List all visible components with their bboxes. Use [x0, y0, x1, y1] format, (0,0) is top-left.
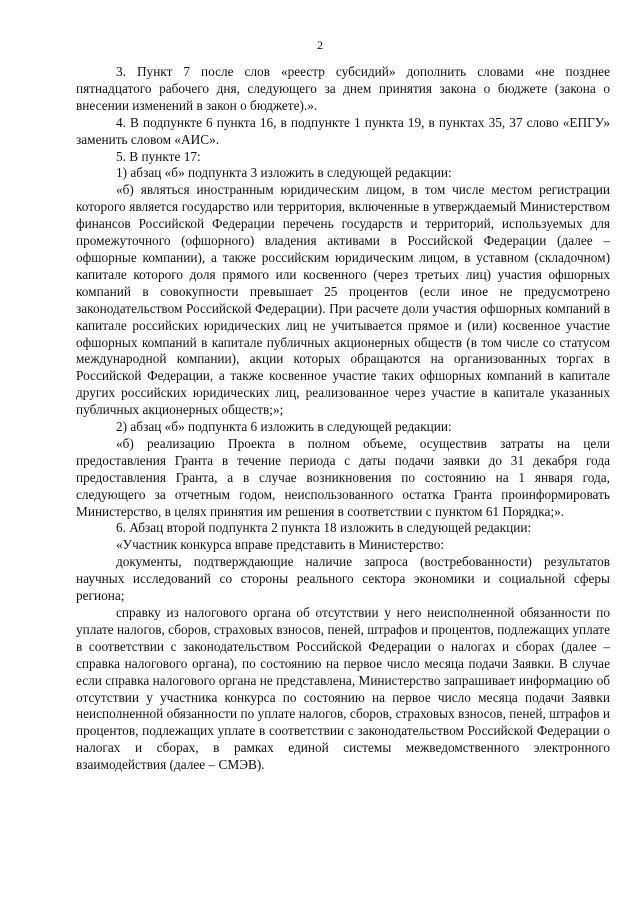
paragraph-quote-offshore: «б) являться иностранным юридическим лицом, в том числе местом регистрации которого является государство или территория, включенные в утверждаемый Министерством финансов Российской Федерации перечень государств и территорий, используемых для промежуточного (офшорного) владения активами в Российской Федерации (далее – офшорные компании), а также российским юридическим лицом, в уставном (складочном) капитале которого доля прямого или косвенного (через третьих лиц) участия офшорных компаний в совокупности превышает 25 процентов (если иное не предусмотрено законодательством Российской Федерации). При расчете доли участия офшорных компаний в капитале российских юридических лиц не учитывается прямое и (или) косвенное участие офшорных компаний в капитале публичных акционерных обществ (в том числе со статусом международной компании), акции которых обращаются на организованных торгах в Российской Федерации, а также косвенное участие таких офшорных компаний в капитале других российских юридических лиц, реализованное через участие в капитале указанных публичных акционерных обществ;»; — [76, 182, 610, 418]
document-body — [76, 64, 610, 774]
paragraph-item-3: 3. Пункт 7 после слов «реестр субсидий» дополнить словами «не позднее пятнадцатого рабочего дня, следующего за днем принятия закона о бюджете (закона о внесении изменений в закон о бюджете).». — [76, 64, 610, 113]
paragraph-quote-participant: «Участник конкурса вправе представить в Министерство: — [116, 537, 445, 553]
paragraph-item-6: 6. Абзац второй подпункта 2 пункта 18 изложить в следующей редакции: — [116, 520, 532, 536]
paragraph-quote-project: «б) реализацию Проекта в полном объеме, осуществив затраты на цели предоставления Гранта в течение периода с даты подачи заявки до 31 декабря года предоставления Гранта, а в случае возникновения по состоянию на 1 января года, следующего за отчетным годом, неиспользованного остатка Гранта проинформировать Министерство, в целях принятия им решения в соответствии с пунктом 61 Порядка;». — [76, 435, 610, 519]
paragraph-documents: документы, подтверждающие наличие запроса (востребованности) результатов научных исследований со стороны реального сектора экономики и социальной сферы региона; — [76, 554, 610, 604]
paragraph-subitem-5-2: 2) абзац «б» подпункта 6 изложить в следующей редакции: — [116, 419, 452, 435]
paragraph-item-5: 5. В пункте 17: — [116, 148, 201, 164]
paragraph-subitem-5-1: 1) абзац «б» подпункта 3 изложить в следующей редакции: — [116, 165, 452, 181]
paragraph-tax-certificate: справку из налогового органа об отсутствии у него неисполненной обязанности по уплате налогов, сборов, страховых взносов, пеней, штрафов и процентов, подлежащих уплате в соответствии с законодательством Российской Федерации о налогах и сборах (далее – справка налогового органа), по состоянию на первое число месяца подачи Заявки. В случае если справка налогового органа не представлена, Министерство запрашивает информацию об отсутствии у участника конкурса по состоянию на первое число месяца подачи Заявки неисполненной обязанности по уплате налогов, сборов, страховых взносов, пеней, штрафов и процентов, подлежащих уплате в соответствии с законодательством Российской Федерации о налогах и сборах, в рамках единой системы межведомственного электронного взаимодействия (далее – СМЭВ). — [76, 605, 610, 773]
page-number: 2 — [317, 38, 323, 52]
paragraph-item-4: 4. В подпункте 6 пункта 16, в подпункте 1 пункта 19, в пунктах 35, 37 слово «ЕПГУ» заменить словом «АИС». — [76, 114, 610, 147]
